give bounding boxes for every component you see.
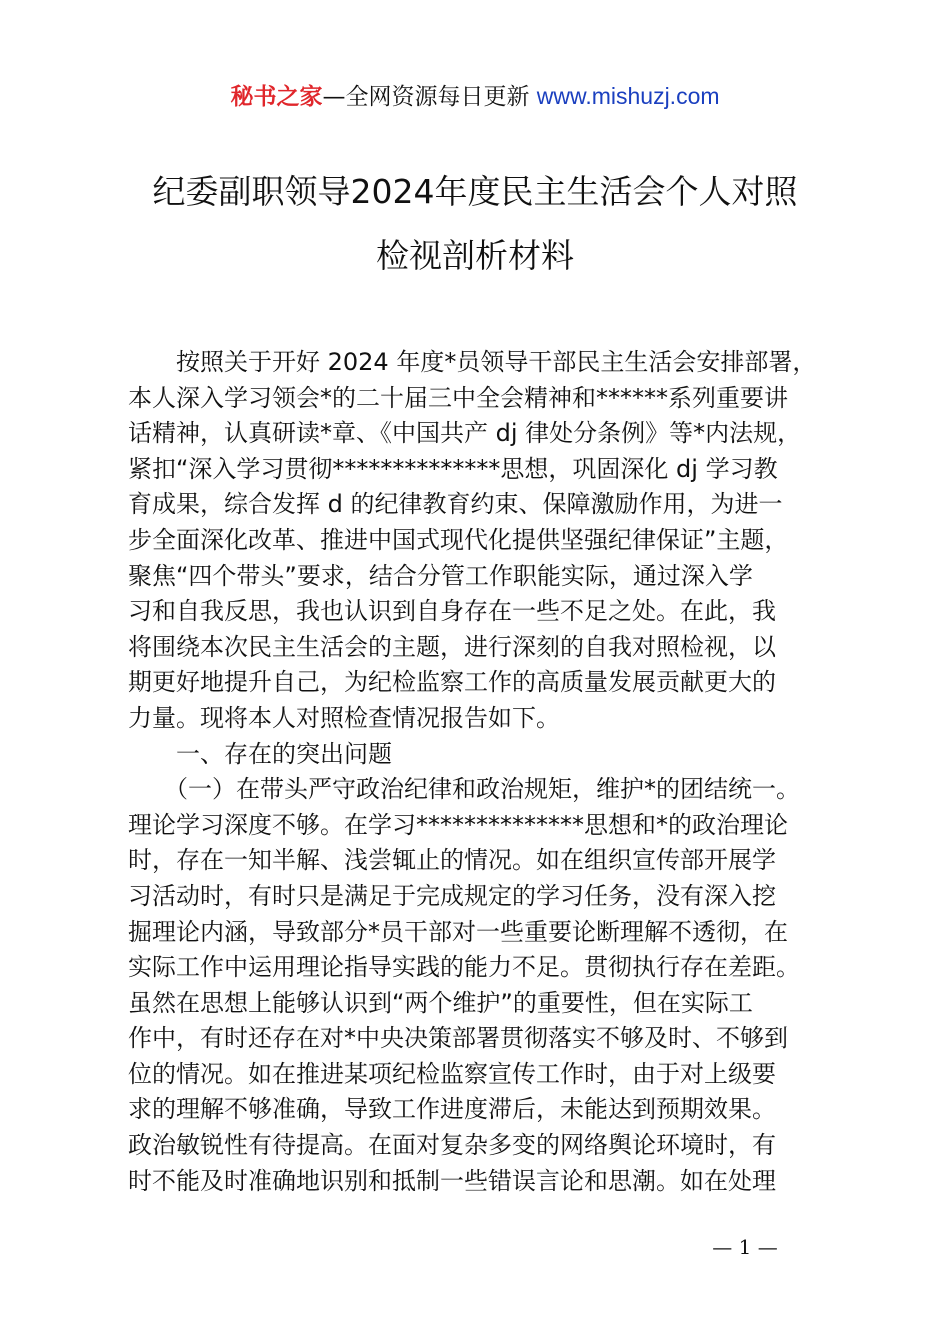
body-line: 作中，有时还存在对*中央决策部署贯彻落实不够及时、不够到	[128, 1024, 788, 1053]
body-line: 话精神，认真研读*章、《中国共产 dj 律处分条例》等*内法规，	[128, 419, 802, 448]
title-line: 纪委副职领导2024年度民主生活会个人对照	[152, 172, 798, 211]
document-body	[128, 345, 828, 1199]
body-line: 时，存在一知半解、浅尝辄止的情况。如在组织宣传部开展学	[128, 846, 776, 875]
body-line: 按照关于开好 2024 年度*员领导干部民主生活会安排部署，	[128, 348, 817, 376]
body-line: 力量。现将本人对照检查情况报告如下。	[128, 703, 560, 732]
body-line: 步全面深化改革、推进中国式现代化提供坚强纪律保证”主题，	[128, 525, 789, 554]
body-line: 实际工作中运用理论指导实践的能力不足。贯彻执行存在差距。	[128, 953, 800, 982]
body-line: 求的理解不够准确，导致工作进度滞后，未能达到预期效果。	[128, 1095, 776, 1124]
site-header	[0, 80, 950, 113]
subsection-heading: （一）在带头严守政治纪律和政治规矩，维护*的团结统一。	[128, 775, 800, 804]
header-tagline: —全网资源每日更新	[322, 84, 530, 110]
brand-name: 秘书之家	[230, 84, 323, 110]
site-url-link[interactable]: www.mishuzj.com	[536, 83, 720, 109]
body-line: 紧扣“深入学习贯彻**************思想，巩固深化 dj 学习教	[128, 454, 778, 483]
document-title	[80, 160, 870, 288]
body-line: 位的情况。如在推进某项纪检监察宣传工作时，由于对上级要	[128, 1059, 776, 1088]
body-line: 政治敏锐性有待提高。在面对复杂多变的网络舆论环境时，有	[128, 1131, 776, 1160]
body-line: 习活动时，有时只是满足于完成规定的学习任务，没有深入挖	[128, 881, 776, 910]
page-number: — 1 —	[712, 1235, 778, 1259]
title-line: 检视剖析材料	[376, 236, 574, 275]
body-line: 习和自我反思，我也认识到自身存在一些不足之处。在此，我	[128, 597, 776, 626]
body-line: 本人深入学习领会*的二十届三中全会精神和******系列重要讲	[128, 383, 788, 412]
body-line: 理论学习深度不够。在学习**************思想和*的政治理论	[128, 810, 788, 839]
body-line: 时不能及时准确地识别和抵制一些错误言论和思潮。如在处理	[128, 1166, 776, 1195]
body-line: 虽然在思想上能够认识到“两个维护”的重要性，但在实际工	[128, 988, 753, 1017]
section-heading: 一、存在的突出问题	[128, 739, 392, 768]
body-line: 掘理论内涵，导致部分*员干部对一些重要论断理解不透彻，在	[128, 917, 788, 946]
body-line: 聚焦“四个带头”要求，结合分管工作职能实际，通过深入学	[128, 561, 753, 590]
body-line: 育成果，综合发挥 d 的纪律教育约束、保障激励作用，为进一	[128, 490, 783, 519]
body-line: 期更好地提升自己，为纪检监察工作的高质量发展贡献更大的	[128, 668, 776, 697]
body-line: 将围绕本次民主生活会的主题，进行深刻的自我对照检视，以	[128, 632, 776, 661]
